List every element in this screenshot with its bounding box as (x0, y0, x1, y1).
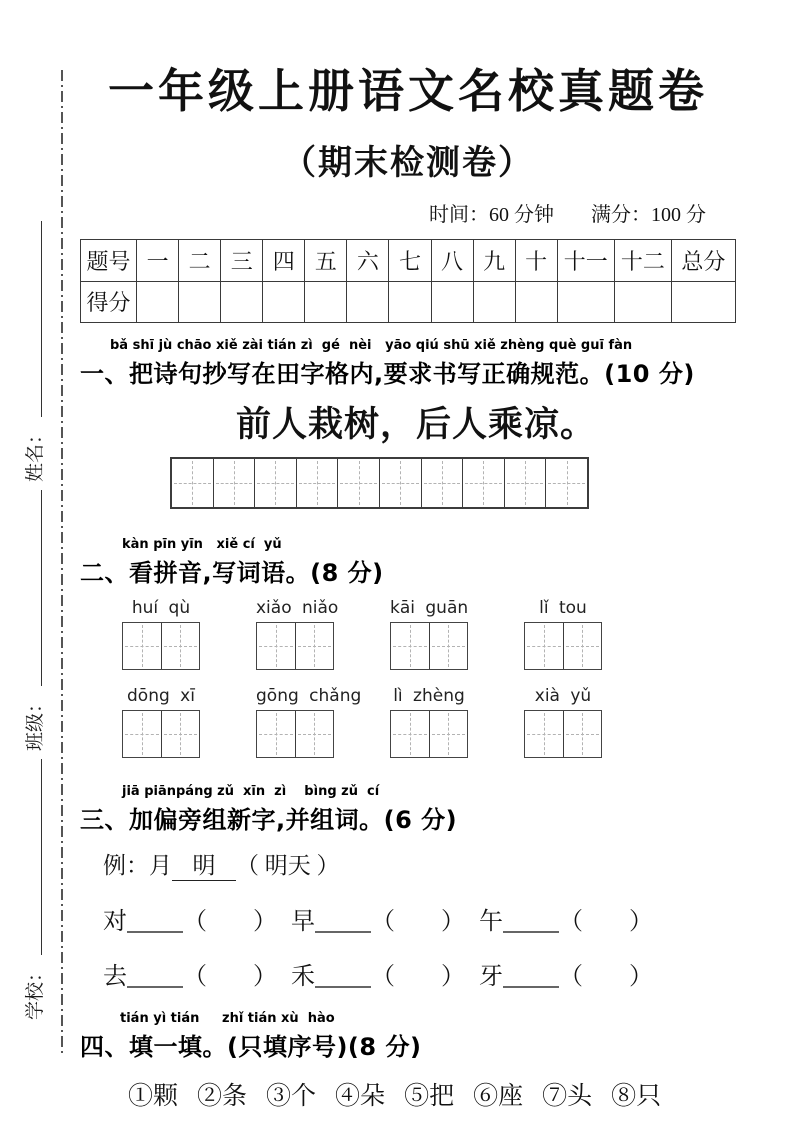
word-group (122, 686, 200, 758)
paren-open: （ (559, 963, 583, 990)
example-word: （ 明天 ） (236, 852, 340, 878)
option-item: ②条 (197, 1082, 248, 1110)
header-cell: 二 (179, 239, 221, 281)
fill-item (291, 901, 465, 936)
word-box-cell[interactable] (391, 711, 429, 757)
option-item: ⑥座 (473, 1082, 524, 1110)
paren-close: ） (441, 963, 465, 990)
blank-line[interactable] (127, 986, 183, 988)
tianzige-cell[interactable] (337, 459, 379, 507)
option-item: ⑧只 (611, 1082, 662, 1110)
section3-heading: 三、加偏旁组新字,并组词。(6 分) (80, 805, 458, 834)
score-cell[interactable] (263, 281, 305, 322)
word-box-cell[interactable] (563, 711, 602, 757)
header-cell: 八 (431, 239, 473, 281)
tianzige-cell[interactable] (504, 459, 546, 507)
word-box (524, 710, 602, 758)
score-cell[interactable] (221, 281, 263, 322)
example-prefix: 例：月 (103, 852, 172, 878)
header-cell: 十二 (614, 239, 671, 281)
fill-char: 对 (103, 908, 127, 935)
school-label: 学校： (24, 962, 46, 1020)
score-cell[interactable] (671, 281, 735, 322)
tianzige-cell[interactable] (545, 459, 587, 507)
fill-char: 禾 (291, 963, 315, 990)
seal-dashdot-line (61, 70, 63, 1055)
score-table (80, 239, 736, 323)
tianzige-cell[interactable] (296, 459, 338, 507)
word-group (122, 598, 200, 670)
fill-char: 午 (479, 908, 503, 935)
score-table-header-row (81, 239, 736, 281)
fill-row (80, 956, 736, 991)
fill-item (479, 956, 653, 991)
word-box-cell[interactable] (429, 711, 468, 757)
option-item: ⑤把 (404, 1082, 455, 1110)
name-label: 姓名： (24, 424, 46, 482)
header-cell: 题号 (81, 239, 137, 281)
word-box-cell[interactable] (257, 711, 295, 757)
word-box-cell[interactable] (161, 711, 200, 757)
fill-item (103, 901, 277, 936)
pinyin-word-row (80, 598, 736, 670)
tianzige-cell[interactable] (172, 459, 213, 507)
word-box (256, 710, 334, 758)
section3-pinyin: jiā piānpáng zǔ xīn zì bìng zǔ cí (122, 783, 380, 799)
word-group (390, 598, 468, 670)
page-subtitle: （期末检测卷） (282, 144, 534, 182)
section2-head (80, 537, 736, 588)
word-group (256, 685, 362, 758)
tianzige-cell[interactable] (379, 459, 421, 507)
header-cell: 十 (515, 239, 557, 281)
pinyin-word-label: lì zhèng (393, 685, 465, 706)
word-box-cell[interactable] (429, 623, 468, 669)
word-box-cell[interactable] (391, 623, 429, 669)
exam-meta (80, 198, 736, 227)
pinyin-word-label: lǐ tou (539, 597, 587, 618)
section4-head (80, 1011, 736, 1062)
word-group (524, 686, 602, 758)
word-box-cell[interactable] (123, 711, 161, 757)
header-cell: 三 (221, 239, 263, 281)
option-item: ①颗 (128, 1082, 179, 1110)
score-cell[interactable] (179, 281, 221, 322)
paren-close: ） (441, 908, 465, 935)
header-cell: 十一 (557, 239, 614, 281)
score-cell[interactable] (515, 281, 557, 322)
tianzige-cell[interactable] (462, 459, 504, 507)
paren-close: ） (629, 908, 653, 935)
word-group (524, 598, 602, 670)
student-info-strip (16, 164, 50, 1020)
score-cell[interactable] (614, 281, 671, 322)
example-blank: 明 (172, 847, 236, 881)
header-cell: 总分 (671, 239, 735, 281)
option-item: ④朵 (335, 1082, 386, 1110)
word-group (390, 686, 468, 758)
section1-head (80, 338, 736, 389)
fill-char: 牙 (479, 963, 503, 990)
word-box (524, 622, 602, 670)
section2-heading: 二、看拼音,写词语。(8 分) (80, 558, 384, 587)
word-box-cell[interactable] (525, 711, 563, 757)
score-cell[interactable] (473, 281, 515, 322)
word-box-cell[interactable] (123, 623, 161, 669)
word-group (256, 597, 339, 670)
score-row-label: 得分 (81, 281, 137, 322)
pinyin-word-row (80, 686, 736, 758)
option-item: ③个 (266, 1082, 317, 1110)
paren-open: （ (183, 908, 207, 935)
fill-char: 去 (103, 963, 127, 990)
fill-item (479, 901, 653, 936)
full-score-label: 满分：100 分 (591, 203, 706, 226)
word-box-cell[interactable] (295, 711, 334, 757)
class-label: 班级： (24, 693, 46, 751)
pinyin-word-label: gōng chǎng (256, 685, 362, 706)
word-box (122, 622, 200, 670)
fill-item (103, 956, 277, 991)
paren-open: （ (371, 963, 395, 990)
section1-pinyin: bǎ shī jù chāo xiě zài tián zì gé nèi yāo qiú shū xiě zhèng què guī fàn (110, 337, 633, 353)
header-cell: 九 (473, 239, 515, 281)
word-box-cell[interactable] (161, 623, 200, 669)
option-list (80, 1076, 736, 1112)
paren-close: ） (253, 963, 277, 990)
score-cell[interactable] (347, 281, 389, 322)
tianzige-cell[interactable] (213, 459, 255, 507)
fill-char: 早 (291, 908, 315, 935)
header-cell: 六 (347, 239, 389, 281)
copy-sentence: 前人栽树，后人乘凉。 (236, 404, 597, 444)
paren-close: ） (253, 908, 277, 935)
name-write-line[interactable] (41, 221, 42, 417)
header-cell: 一 (137, 239, 179, 281)
header-cell: 七 (389, 239, 431, 281)
score-cell[interactable] (305, 281, 347, 322)
pinyin-word-label: xià yǔ (534, 685, 592, 706)
paren-open: （ (559, 908, 583, 935)
score-cell[interactable] (431, 281, 473, 322)
paren-close: ） (629, 963, 653, 990)
page-title: 一年级上册语文名校真题卷 (108, 66, 708, 117)
blank-line[interactable] (503, 931, 559, 933)
score-cell[interactable] (137, 281, 179, 322)
score-cell[interactable] (557, 281, 614, 322)
paren-open: （ (183, 963, 207, 990)
pinyin-word-label: dōng xī (127, 685, 195, 706)
blank-line[interactable] (503, 986, 559, 988)
header-cell: 五 (305, 239, 347, 281)
word-box (256, 622, 334, 670)
tianzige-cell[interactable] (254, 459, 296, 507)
section3-head (80, 784, 736, 835)
blank-line[interactable] (127, 931, 183, 933)
word-box-cell[interactable] (563, 623, 602, 669)
time-label: 时间：60 分钟 (429, 203, 554, 226)
pinyin-word-label: kāi guān (390, 597, 469, 618)
word-box-cell[interactable] (525, 623, 563, 669)
school-write-line[interactable] (41, 759, 42, 955)
fill-item (291, 956, 465, 991)
section4-pinyin: tián yì tián zhǐ tián xù hào (120, 1010, 335, 1026)
paren-open: （ (371, 908, 395, 935)
pinyin-word-label: xiǎo niǎo (256, 597, 339, 618)
tianzige-cell[interactable] (421, 459, 463, 507)
content-column (80, 0, 736, 1112)
example-line (80, 847, 736, 881)
section2-pinyin: kàn pīn yīn xiě cí yǔ (122, 536, 282, 552)
section4-heading: 四、填一填。(只填序号)(8 分) (80, 1032, 422, 1061)
blank-line[interactable] (315, 931, 371, 933)
word-box-cell[interactable] (295, 623, 334, 669)
score-table-score-row (81, 281, 736, 322)
word-box (390, 622, 468, 670)
word-box (390, 710, 468, 758)
fill-row (80, 901, 736, 936)
word-box-cell[interactable] (257, 623, 295, 669)
class-write-line[interactable] (41, 490, 42, 686)
blank-line[interactable] (315, 986, 371, 988)
tianzige-row (170, 457, 589, 509)
option-item: ⑦头 (542, 1082, 593, 1110)
section1-heading: 一、把诗句抄写在田字格内,要求书写正确规范。(10 分) (80, 359, 695, 388)
word-box (122, 710, 200, 758)
pinyin-word-label: huí qù (131, 597, 191, 618)
score-cell[interactable] (389, 281, 431, 322)
header-cell: 四 (263, 239, 305, 281)
